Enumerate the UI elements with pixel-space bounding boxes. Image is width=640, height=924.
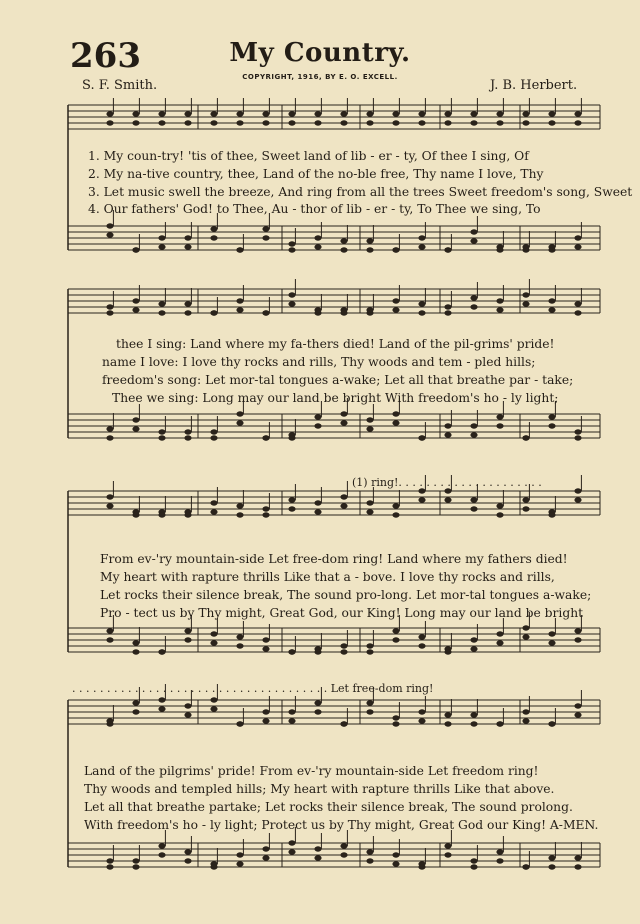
copyright-notice: COPYRIGHT, 1916, BY E. O. EXCELL. — [242, 73, 398, 81]
author-credit: S. F. Smith. — [82, 78, 158, 93]
system2-verse3: freedom's song: Let mor-tal tongues a-wake; Let all that breathe par - take; — [102, 373, 574, 387]
system4-verse4: With freedom's ho - ly light; Protect us by Thy might, Great God our King! A-MEN. — [84, 818, 599, 832]
system1-verse1: 1. My coun-try! 'tis of thee, Sweet land of lib - er - ty, Of thee I sing, Of — [88, 149, 529, 163]
system2-verse4: Thee we sing: Long may our land be bright With freedom's ho - ly light; — [112, 391, 559, 405]
system3-verse4: Pro - tect us by Thy might, Great God, our King! Long may our land be bright — [100, 606, 584, 620]
hymn-title: My Country. — [229, 38, 411, 68]
system1-verse4: 4. Our fathers' God! to Thee, Au - thor of lib - er - ty, To Thee we sing, To — [88, 202, 541, 216]
system3-verse2: My heart with rapture thrills Like that a - bove. I love thy rocks and rills, — [100, 570, 555, 584]
composer-credit: J. B. Herbert. — [490, 78, 578, 93]
system4-verse1: Land of the pilgrims' pride! From ev-'ry mountain-side Let freedom ring! — [84, 764, 539, 778]
hymn-number: 263 — [70, 36, 141, 76]
system1-verse3: 3. Let music swell the breeze, And ring from all the trees Sweet freedom's song, Sweet — [88, 185, 633, 199]
system2-verse2: name I love: I love thy rocks and rills, Thy woods and tem - pled hills; — [102, 355, 536, 369]
system4-annotation: . . . . . . . . . . . . . . . . . . . . . . . . . . . . . . . . . . . . . Let free-dom ring! — [72, 682, 434, 695]
system4-verse3: Let all that breathe partake; Let rocks their silence break, The sound prolong. — [84, 800, 573, 814]
system3-annotation: (1) ring!. . . . . . . . . . . . . . . . . . . . . — [352, 476, 542, 489]
system1-verse2: 2. My na-tive country, thee, Land of the no-ble free, Thy name I love, Thy — [88, 167, 544, 181]
system2-verse1: thee I sing: Land where my fa-thers died! Land of the pil-grims' pride! — [116, 337, 555, 351]
system4-verse2: Thy woods and templed hills; My heart with rapture thrills Like that above. — [84, 782, 555, 796]
system3-verse3: Let rocks their silence break, The sound pro-long. Let mor-tal tongues a-wake; — [100, 588, 592, 602]
system3-verse1: From ev-'ry mountain-side Let free-dom ring! Land where my fathers died! — [100, 552, 568, 566]
